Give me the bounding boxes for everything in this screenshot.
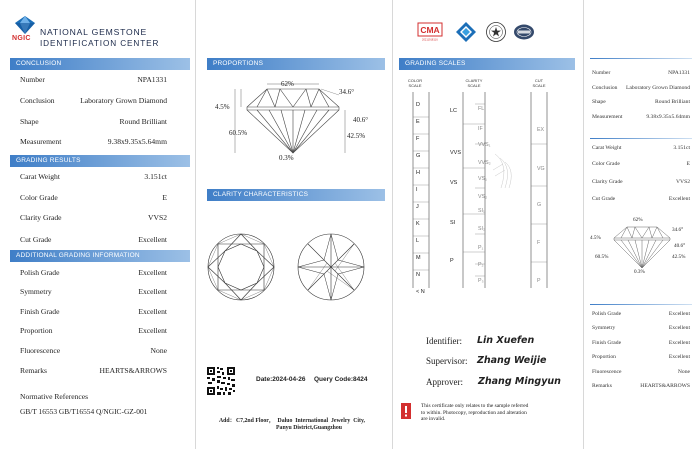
clarity-grade-item: SI₁ <box>478 208 485 214</box>
color-grade-letter: I <box>416 187 418 193</box>
grading-row-label: Clarity Grade <box>20 213 62 222</box>
summary-row-label: Cut Grade <box>592 196 616 202</box>
summary-row <box>592 311 690 321</box>
cut-grade-item: EX <box>537 127 545 133</box>
cut-scale-label: CUT SCALE <box>532 78 546 88</box>
summary-row-value: VVS2 <box>676 179 690 185</box>
clarity-group-label: VS <box>450 180 458 186</box>
clarity-grade-item: IF <box>478 126 483 132</box>
summary-row-label: Measurement <box>592 114 623 120</box>
additional-row-value: None <box>150 346 167 355</box>
additional-row-value: Excellent <box>138 287 167 296</box>
cut-grade-item: G <box>537 202 542 208</box>
conclusion-row <box>20 117 167 127</box>
additional-row-label: Symmetry <box>20 287 52 296</box>
color-grade-letter: H <box>416 170 420 176</box>
clarity-group-label: P <box>450 258 454 264</box>
qr-code <box>206 366 236 396</box>
query-code: Query Code:8424 <box>314 376 368 383</box>
grading-scales-header: GRADING SCALES <box>399 58 575 70</box>
clarity-plot-pavilion <box>296 232 366 306</box>
color-grade-letter: E <box>416 119 420 125</box>
additional-row <box>20 268 167 278</box>
address-label: Add： <box>219 418 236 424</box>
additional-row-value: HEARTS&ARROWS <box>99 366 167 375</box>
color-grade-letter: J <box>416 204 419 210</box>
accreditation-logo-3 <box>513 23 535 45</box>
summary-pavilion-angle: 40.6° <box>674 243 686 249</box>
crown-angle: 34.6° <box>339 88 355 96</box>
color-grade-letter: F <box>416 136 420 142</box>
svg-text:CMA: CMA <box>420 25 440 35</box>
summary-top-line <box>590 58 692 59</box>
summary-row-label: Symmetry <box>592 325 616 331</box>
clarity-grade-item: SI₂ <box>478 226 486 232</box>
grading-row-label: Color Grade <box>20 193 58 202</box>
crown-height: 4.5% <box>215 103 230 111</box>
additional-row-value: Excellent <box>138 326 167 335</box>
signature-role: Approver: <box>426 377 463 387</box>
grading-row <box>20 213 167 223</box>
summary-row-label: Polish Grade <box>592 311 622 317</box>
accreditation-oval-icon <box>513 23 535 41</box>
summary-row-value: Laboratory Grown Diamond <box>625 85 690 91</box>
grading-results-header: GRADING RESULTS <box>10 155 190 167</box>
summary-row <box>592 383 690 393</box>
summary-row <box>592 179 690 189</box>
address-line1: C7,2nd Floor， Daluo International Jewelry City, <box>236 418 365 424</box>
summary-row-value: Round Brilliant <box>655 99 690 105</box>
additional-row <box>20 287 167 297</box>
cma-seal-icon <box>417 22 443 42</box>
summary-row <box>592 145 690 155</box>
notice-line3: are invalid. <box>421 416 446 422</box>
cma-logo <box>417 22 443 42</box>
summary-row <box>592 85 690 95</box>
summary-row-label: Shape <box>592 99 606 105</box>
clarity-grade-item: VS₂ <box>478 194 488 200</box>
cut-grade-item: P <box>537 278 541 284</box>
conclusion-row <box>20 75 167 85</box>
grading-row-value: Excellent <box>138 235 167 244</box>
summary-row <box>592 340 690 350</box>
pavilion-angle: 40.6° <box>353 116 369 124</box>
summary-row-value: Excellent <box>668 354 690 360</box>
pavilion-view-diagram <box>296 232 366 302</box>
clarity-grade-item: P₃ <box>478 278 484 284</box>
conclusion-row-value: NPA1331 <box>137 75 167 84</box>
org-name-line1: NATIONAL GEMSTONE <box>40 27 148 37</box>
clarity-group-label: LC <box>450 108 458 114</box>
summary-proportion-diagram <box>588 216 696 278</box>
grading-row-value: 3.151ct <box>144 172 167 181</box>
warning-icon <box>401 403 411 419</box>
svg-text:2021191811U: 2021191811U <box>422 38 438 42</box>
signature-name: Zhang Weijie <box>477 355 547 366</box>
grading-row-label: Cut Grade <box>20 235 52 244</box>
conclusion-row <box>20 96 167 106</box>
clarity-grade-item: VS₁ <box>478 176 487 182</box>
signature-role: Identifier: <box>426 336 462 346</box>
conclusion-row <box>20 137 167 147</box>
pavilion-depth: 42.5% <box>347 132 366 140</box>
summary-row <box>592 114 690 124</box>
color-grade-letter: N <box>416 272 420 278</box>
accreditation-seal-icon <box>485 21 507 43</box>
grading-row <box>20 193 167 203</box>
color-grade-letter: D <box>416 102 420 108</box>
culet-percent: 0.3% <box>279 154 294 162</box>
grading-row <box>20 172 167 182</box>
normative-title: Normative References <box>20 392 89 401</box>
report-date: Date:2024-04-26 <box>256 376 306 383</box>
summary-row-value: E <box>686 161 690 167</box>
conclusion-row-value: 9.38x9.35x5.64mm <box>107 137 167 146</box>
summary-crown-height: 4.5% <box>590 235 601 241</box>
additional-row-label: Fluorescence <box>20 346 61 355</box>
crown-view-diagram <box>206 232 276 302</box>
clarity-grade-item: P₁ <box>478 245 484 251</box>
additional-row <box>20 366 167 376</box>
additional-row-label: Finish Grade <box>20 307 60 316</box>
additional-row-label: Remarks <box>20 366 47 375</box>
color-grade-letter: L <box>416 238 420 244</box>
color-scale-label: COLOR SCALE <box>407 78 423 88</box>
conclusion-row-label: Conclusion <box>20 96 55 105</box>
notice-line1: This certificate only relates to the sample referred <box>421 403 529 409</box>
additional-row <box>20 326 167 336</box>
summary-row-label: Fluorescence <box>592 369 622 375</box>
summary-row-value: NPA1331 <box>668 70 690 76</box>
clarity-scale-label: CLARITY SCALE <box>465 78 483 88</box>
accreditation-logo-1 <box>455 21 477 47</box>
additional-row <box>20 346 167 356</box>
notice-box <box>399 401 559 423</box>
accreditation-logo-2 <box>485 21 507 47</box>
clarity-grade-item: VVS₂ <box>478 160 491 166</box>
summary-row-label: Carat Weight <box>592 145 622 151</box>
summary-mid-line <box>590 138 692 139</box>
grading-row-value: E <box>162 193 167 202</box>
summary-row-value: Excellent <box>668 340 690 346</box>
logo-text: NGIC <box>12 35 31 42</box>
proportion-diagram <box>205 75 385 170</box>
summary-row-label: Clarity Grade <box>592 179 623 185</box>
summary-row <box>592 161 690 171</box>
summary-total-depth: 60.5% <box>595 254 609 260</box>
clarity-group-label: SI <box>450 220 456 226</box>
summary-row <box>592 196 690 206</box>
color-grade-letter: G <box>416 153 421 159</box>
summary-row <box>592 325 690 335</box>
accreditation-diamond-icon <box>455 21 477 43</box>
cut-grade-item: VG <box>537 166 545 172</box>
org-name-line2: IDENTIFICATION CENTER <box>40 39 160 48</box>
color-grade-letter: M <box>416 255 421 261</box>
summary-row-value: Excellent <box>668 311 690 317</box>
summary-bottom-line <box>590 304 692 305</box>
clarity-group-label: VVS <box>450 150 462 156</box>
clarity-grade-item: FL <box>478 106 485 112</box>
summary-row <box>592 369 690 379</box>
summary-row-label: Number <box>592 70 611 76</box>
summary-table-percent: 62% <box>633 217 643 223</box>
conclusion-row-label: Number <box>20 75 45 84</box>
summary-row-value: Excellent <box>668 196 690 202</box>
grading-scales <box>399 74 575 294</box>
additional-info-header: ADDITIONAL GRADING INFORMATION <box>10 250 190 262</box>
summary-row-label: Proportion <box>592 354 616 360</box>
summary-culet-percent: 0.3% <box>634 269 645 275</box>
summary-crown-angle: 34.6° <box>672 227 684 233</box>
signature-role: Supervisor: <box>426 356 468 366</box>
cut-grade-item: F <box>537 240 541 246</box>
conclusion-row-value: Laboratory Grown Diamond <box>80 96 167 105</box>
clarity-grade-item: P₂ <box>478 262 484 268</box>
summary-row-label: Conclusion <box>592 85 618 91</box>
summary-row <box>592 70 690 80</box>
summary-row-value: HEARTS&ARROWS <box>640 383 690 389</box>
additional-row <box>20 307 167 317</box>
signature-name: Zhang Mingyun <box>478 376 561 387</box>
summary-row-label: Color Grade <box>592 161 620 167</box>
scale-lines <box>399 74 575 294</box>
grading-row-value: VVS2 <box>148 213 167 222</box>
summary-row-label: Remarks <box>592 383 612 389</box>
total-depth: 60.5% <box>229 129 248 137</box>
conclusion-row-label: Measurement <box>20 137 62 146</box>
additional-row-label: Polish Grade <box>20 268 60 277</box>
conclusion-header: CONCLUSION <box>10 58 190 70</box>
summary-row-value: 9.38x9.35x5.64mm <box>646 114 690 120</box>
summary-row-value: None <box>677 369 690 375</box>
conclusion-row-value: Round Brilliant <box>119 117 167 126</box>
conclusion-row-label: Shape <box>20 117 39 126</box>
table-percent: 62% <box>281 80 294 88</box>
summary-row-label: Finish Grade <box>592 340 622 346</box>
clarity-grade-item: VVS₁ <box>478 142 491 148</box>
notice-line2: to within. Photocopy, reproduction and alteration <box>421 409 527 416</box>
summary-pavilion-depth: 42.5% <box>672 254 686 260</box>
grading-row-label: Carat Weight <box>20 172 60 181</box>
proportions-header: PROPORTIONS <box>207 58 385 70</box>
signature-name: Lin Xuefen <box>477 335 535 346</box>
address-line2: Panyu District,Guangzhou <box>276 425 343 431</box>
qr-code-icon <box>206 366 236 396</box>
summary-row-value: 3.151ct <box>673 145 690 151</box>
color-grade-letter: K <box>416 221 420 227</box>
summary-row <box>592 99 690 109</box>
additional-row-label: Proportion <box>20 326 53 335</box>
ngic-logo <box>14 15 36 43</box>
summary-row <box>592 354 690 364</box>
normative-text: GB/T 16553 GB/T16554 Q/NGIC-GZ-001 <box>20 407 148 416</box>
grading-row <box>20 235 167 245</box>
clarity-plot-crown <box>206 232 276 306</box>
clarity-header: CLARITY CHARACTERISTICS <box>207 189 385 201</box>
additional-row-value: Excellent <box>138 268 167 277</box>
color-grade-letter: < N <box>416 289 425 295</box>
additional-row-value: Excellent <box>138 307 167 316</box>
summary-row-value: Excellent <box>668 325 690 331</box>
diamond-logo-icon <box>14 15 36 35</box>
